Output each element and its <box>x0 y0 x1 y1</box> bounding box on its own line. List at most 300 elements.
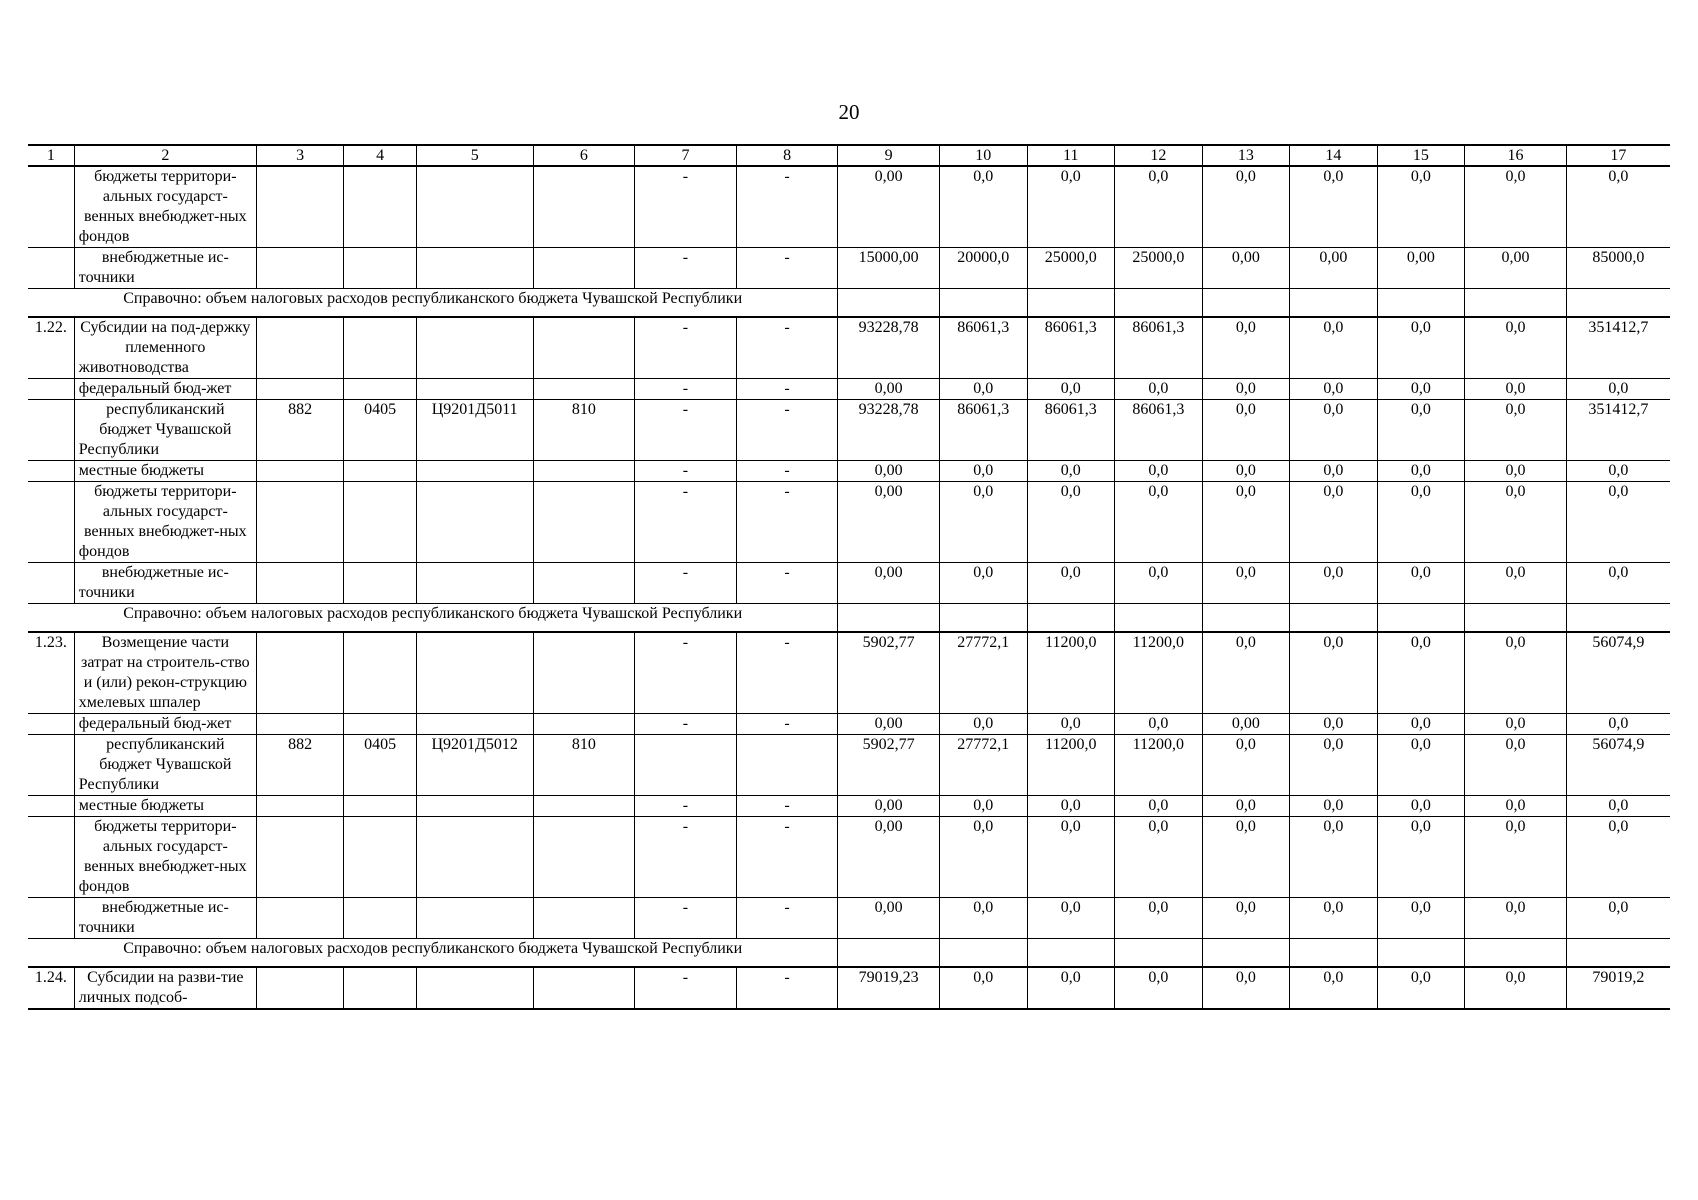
amount-col-10: 27772,1 <box>939 632 1027 714</box>
empty-cell <box>939 604 1027 633</box>
amount-col-17: 56074,9 <box>1566 632 1670 714</box>
amount-col-9: 0,00 <box>838 461 940 482</box>
item-name: местные бюджеты <box>74 461 256 482</box>
amount-col-13: 0,0 <box>1202 317 1290 379</box>
amount-col-17: 351412,7 <box>1566 400 1670 461</box>
col-8-value: - <box>736 967 838 1009</box>
header-cell-3: 3 <box>256 145 344 166</box>
section-code <box>344 461 416 482</box>
col-8-value <box>736 735 838 796</box>
amount-col-15: 0,0 <box>1377 461 1465 482</box>
amount-col-10: 0,0 <box>939 714 1027 735</box>
col-7-value: - <box>635 317 737 379</box>
col-8-value: - <box>736 817 838 898</box>
amount-col-9: 0,00 <box>838 898 940 939</box>
col-7-value: - <box>635 563 737 604</box>
col-8-value: - <box>736 796 838 817</box>
amount-col-13: 0,0 <box>1202 967 1290 1009</box>
target-code <box>416 461 533 482</box>
amount-col-14: 0,0 <box>1290 461 1378 482</box>
amount-col-15: 0,0 <box>1377 482 1465 563</box>
amount-col-13: 0,0 <box>1202 632 1290 714</box>
amount-col-13: 0,0 <box>1202 735 1290 796</box>
amount-col-13: 0,0 <box>1202 461 1290 482</box>
expense-type-code <box>533 967 635 1009</box>
amount-col-9: 0,00 <box>838 563 940 604</box>
amount-col-17: 0,0 <box>1566 379 1670 400</box>
amount-col-17: 351412,7 <box>1566 317 1670 379</box>
amount-col-14: 0,0 <box>1290 967 1378 1009</box>
amount-col-10: 0,0 <box>939 379 1027 400</box>
item-name: бюджеты территори-альных государст-венных внебюджет-ных фондов <box>74 817 256 898</box>
expense-type-code <box>533 796 635 817</box>
amount-col-12: 0,0 <box>1115 379 1203 400</box>
col-7-value: - <box>635 817 737 898</box>
amount-col-11: 86061,3 <box>1027 317 1115 379</box>
amount-col-11: 0,0 <box>1027 967 1115 1009</box>
expense-type-code <box>533 317 635 379</box>
empty-cell <box>1566 604 1670 633</box>
amount-col-11: 0,0 <box>1027 796 1115 817</box>
item-name: федеральный бюд-жет <box>74 379 256 400</box>
budget-table <box>28 144 1670 1010</box>
reference-note: Справочно: объем налоговых расходов республиканского бюджета Чувашской Республики <box>28 289 838 318</box>
amount-col-17: 79019,2 <box>1566 967 1670 1009</box>
col-8-value: - <box>736 714 838 735</box>
target-code <box>416 166 533 248</box>
empty-cell <box>1027 604 1115 633</box>
empty-cell <box>1377 289 1465 318</box>
amount-col-12: 0,0 <box>1115 796 1203 817</box>
amount-col-17: 0,0 <box>1566 563 1670 604</box>
empty-cell <box>1377 604 1465 633</box>
amount-col-10: 0,0 <box>939 898 1027 939</box>
empty-cell <box>1465 939 1567 968</box>
item-number <box>28 563 74 604</box>
empty-cell <box>838 939 940 968</box>
amount-col-12: 11200,0 <box>1115 735 1203 796</box>
table-row <box>28 379 1670 400</box>
table-row <box>28 563 1670 604</box>
header-cell-2: 2 <box>74 145 256 166</box>
empty-cell <box>1566 939 1670 968</box>
amount-col-14: 0,0 <box>1290 166 1378 248</box>
amount-col-17: 0,0 <box>1566 482 1670 563</box>
admin-code <box>256 317 344 379</box>
amount-col-10: 0,0 <box>939 817 1027 898</box>
col-7-value: - <box>635 482 737 563</box>
section-code <box>344 898 416 939</box>
amount-col-10: 0,0 <box>939 166 1027 248</box>
amount-col-16: 0,0 <box>1465 967 1567 1009</box>
expense-type-code <box>533 482 635 563</box>
amount-col-13: 0,0 <box>1202 166 1290 248</box>
amount-col-17: 85000,0 <box>1566 248 1670 289</box>
expense-type-code <box>533 248 635 289</box>
section-code <box>344 817 416 898</box>
amount-col-9: 93228,78 <box>838 317 940 379</box>
amount-col-12: 0,0 <box>1115 482 1203 563</box>
amount-col-14: 0,00 <box>1290 248 1378 289</box>
col-7-value: - <box>635 379 737 400</box>
table-row <box>28 400 1670 461</box>
amount-col-15: 0,0 <box>1377 898 1465 939</box>
empty-cell <box>1290 289 1378 318</box>
item-name: внебюджетные ис-точники <box>74 248 256 289</box>
col-8-value: - <box>736 248 838 289</box>
col-7-value: - <box>635 898 737 939</box>
amount-col-13: 0,0 <box>1202 563 1290 604</box>
amount-col-14: 0,0 <box>1290 317 1378 379</box>
item-number <box>28 166 74 248</box>
admin-code <box>256 632 344 714</box>
amount-col-9: 0,00 <box>838 166 940 248</box>
section-code <box>344 317 416 379</box>
expense-type-code <box>533 632 635 714</box>
empty-cell <box>939 939 1027 968</box>
amount-col-12: 11200,0 <box>1115 632 1203 714</box>
amount-col-10: 20000,0 <box>939 248 1027 289</box>
amount-col-16: 0,0 <box>1465 632 1567 714</box>
amount-col-16: 0,00 <box>1465 248 1567 289</box>
amount-col-10: 27772,1 <box>939 735 1027 796</box>
target-code <box>416 817 533 898</box>
amount-col-13: 0,0 <box>1202 400 1290 461</box>
reference-note-row <box>28 939 1670 968</box>
target-code <box>416 482 533 563</box>
amount-col-16: 0,0 <box>1465 461 1567 482</box>
section-code: 0405 <box>344 400 416 461</box>
table-row <box>28 898 1670 939</box>
amount-col-11: 0,0 <box>1027 898 1115 939</box>
header-cell-17: 17 <box>1566 145 1670 166</box>
amount-col-12: 0,0 <box>1115 166 1203 248</box>
amount-col-13: 0,0 <box>1202 796 1290 817</box>
amount-col-9: 79019,23 <box>838 967 940 1009</box>
reference-note-row <box>28 289 1670 318</box>
col-8-value: - <box>736 482 838 563</box>
admin-code <box>256 248 344 289</box>
admin-code <box>256 967 344 1009</box>
amount-col-17: 0,0 <box>1566 817 1670 898</box>
amount-col-15: 0,0 <box>1377 796 1465 817</box>
amount-col-9: 0,00 <box>838 796 940 817</box>
amount-col-15: 0,00 <box>1377 248 1465 289</box>
item-name: бюджеты территори-альных государст-венных внебюджет-ных фондов <box>74 166 256 248</box>
header-cell-14: 14 <box>1290 145 1378 166</box>
header-cell-15: 15 <box>1377 145 1465 166</box>
amount-col-11: 0,0 <box>1027 817 1115 898</box>
col-8-value: - <box>736 379 838 400</box>
empty-cell <box>1465 289 1567 318</box>
empty-cell <box>838 604 940 633</box>
header-cell-11: 11 <box>1027 145 1115 166</box>
item-name: Возмещение части затрат на строитель-ство и (или) рекон-струкцию хмелевых шпалер <box>74 632 256 714</box>
table-row <box>28 967 1670 1009</box>
amount-col-9: 15000,00 <box>838 248 940 289</box>
amount-col-14: 0,0 <box>1290 898 1378 939</box>
section-code <box>344 482 416 563</box>
expense-type-code <box>533 461 635 482</box>
item-name: внебюджетные ис-точники <box>74 563 256 604</box>
admin-code <box>256 166 344 248</box>
amount-col-13: 0,0 <box>1202 898 1290 939</box>
header-cell-5: 5 <box>416 145 533 166</box>
empty-cell <box>1202 289 1290 318</box>
item-name: Субсидии на под-держку племенного животноводства <box>74 317 256 379</box>
expense-type-code <box>533 379 635 400</box>
header-cell-9: 9 <box>838 145 940 166</box>
item-number <box>28 482 74 563</box>
item-number: 1.23. <box>28 632 74 714</box>
amount-col-9: 93228,78 <box>838 400 940 461</box>
table-row <box>28 482 1670 563</box>
amount-col-11: 0,0 <box>1027 461 1115 482</box>
amount-col-11: 0,0 <box>1027 482 1115 563</box>
amount-col-15: 0,0 <box>1377 563 1465 604</box>
amount-col-15: 0,0 <box>1377 632 1465 714</box>
empty-cell <box>1027 939 1115 968</box>
amount-col-14: 0,0 <box>1290 632 1378 714</box>
amount-col-12: 25000,0 <box>1115 248 1203 289</box>
amount-col-16: 0,0 <box>1465 400 1567 461</box>
amount-col-12: 86061,3 <box>1115 400 1203 461</box>
amount-col-11: 25000,0 <box>1027 248 1115 289</box>
col-7-value: - <box>635 166 737 248</box>
item-number <box>28 817 74 898</box>
section-code <box>344 967 416 1009</box>
col-7-value <box>635 735 737 796</box>
item-name: республиканский бюджет Чувашской Республики <box>74 400 256 461</box>
amount-col-12: 0,0 <box>1115 563 1203 604</box>
amount-col-14: 0,0 <box>1290 817 1378 898</box>
header-cell-6: 6 <box>533 145 635 166</box>
item-number: 1.24. <box>28 967 74 1009</box>
amount-col-10: 0,0 <box>939 461 1027 482</box>
admin-code <box>256 379 344 400</box>
admin-code <box>256 817 344 898</box>
item-number <box>28 400 74 461</box>
amount-col-15: 0,0 <box>1377 317 1465 379</box>
amount-col-16: 0,0 <box>1465 735 1567 796</box>
item-name: федеральный бюд-жет <box>74 714 256 735</box>
item-number <box>28 461 74 482</box>
empty-cell <box>1290 939 1378 968</box>
amount-col-16: 0,0 <box>1465 482 1567 563</box>
admin-code <box>256 461 344 482</box>
col-7-value: - <box>635 248 737 289</box>
empty-cell <box>1465 604 1567 633</box>
item-number <box>28 714 74 735</box>
amount-col-15: 0,0 <box>1377 166 1465 248</box>
section-code <box>344 248 416 289</box>
item-number <box>28 796 74 817</box>
amount-col-9: 5902,77 <box>838 735 940 796</box>
section-code <box>344 632 416 714</box>
amount-col-13: 0,0 <box>1202 817 1290 898</box>
amount-col-11: 11200,0 <box>1027 735 1115 796</box>
col-8-value: - <box>736 317 838 379</box>
amount-col-9: 0,00 <box>838 482 940 563</box>
amount-col-13: 0,00 <box>1202 248 1290 289</box>
expense-type-code: 810 <box>533 400 635 461</box>
amount-col-16: 0,0 <box>1465 796 1567 817</box>
amount-col-15: 0,0 <box>1377 400 1465 461</box>
amount-col-10: 0,0 <box>939 967 1027 1009</box>
table-row <box>28 632 1670 714</box>
target-code <box>416 248 533 289</box>
target-code <box>416 317 533 379</box>
amount-col-14: 0,0 <box>1290 482 1378 563</box>
table-row <box>28 735 1670 796</box>
reference-note-row <box>28 604 1670 633</box>
table-row <box>28 461 1670 482</box>
amount-col-11: 0,0 <box>1027 166 1115 248</box>
admin-code <box>256 563 344 604</box>
header-row <box>28 145 1670 166</box>
item-name: внебюджетные ис-точники <box>74 898 256 939</box>
amount-col-9: 0,00 <box>838 714 940 735</box>
empty-cell <box>1566 289 1670 318</box>
amount-col-17: 0,0 <box>1566 898 1670 939</box>
col-8-value: - <box>736 632 838 714</box>
amount-col-17: 0,0 <box>1566 461 1670 482</box>
amount-col-10: 0,0 <box>939 563 1027 604</box>
empty-cell <box>838 289 940 318</box>
admin-code <box>256 898 344 939</box>
col-7-value: - <box>635 400 737 461</box>
col-8-value: - <box>736 166 838 248</box>
amount-col-9: 5902,77 <box>838 632 940 714</box>
header-cell-12: 12 <box>1115 145 1203 166</box>
expense-type-code <box>533 898 635 939</box>
expense-type-code <box>533 817 635 898</box>
header-cell-4: 4 <box>344 145 416 166</box>
amount-col-11: 86061,3 <box>1027 400 1115 461</box>
table-row <box>28 166 1670 248</box>
reference-note: Справочно: объем налоговых расходов республиканского бюджета Чувашской Республики <box>28 604 838 633</box>
amount-col-14: 0,0 <box>1290 714 1378 735</box>
section-code <box>344 379 416 400</box>
admin-code: 882 <box>256 735 344 796</box>
col-7-value: - <box>635 461 737 482</box>
col-8-value: - <box>736 400 838 461</box>
item-number <box>28 898 74 939</box>
amount-col-15: 0,0 <box>1377 735 1465 796</box>
amount-col-13: 0,00 <box>1202 714 1290 735</box>
header-cell-8: 8 <box>736 145 838 166</box>
amount-col-17: 56074,9 <box>1566 735 1670 796</box>
amount-col-12: 0,0 <box>1115 967 1203 1009</box>
target-code: Ц9201Д5011 <box>416 400 533 461</box>
page-number: 20 <box>838 100 860 124</box>
item-name: бюджеты территори-альных государст-венных внебюджет-ных фондов <box>74 482 256 563</box>
amount-col-14: 0,0 <box>1290 400 1378 461</box>
amount-col-12: 0,0 <box>1115 461 1203 482</box>
target-code <box>416 714 533 735</box>
empty-cell <box>1115 289 1203 318</box>
section-code <box>344 563 416 604</box>
item-name: Субсидии на разви-тие личных подсоб- <box>74 967 256 1009</box>
amount-col-15: 0,0 <box>1377 714 1465 735</box>
admin-code <box>256 714 344 735</box>
amount-col-13: 0,0 <box>1202 379 1290 400</box>
col-8-value: - <box>736 898 838 939</box>
target-code <box>416 563 533 604</box>
amount-col-15: 0,0 <box>1377 379 1465 400</box>
empty-cell <box>1202 939 1290 968</box>
col-8-value: - <box>736 461 838 482</box>
section-code: 0405 <box>344 735 416 796</box>
table-row <box>28 317 1670 379</box>
amount-col-10: 86061,3 <box>939 317 1027 379</box>
amount-col-12: 0,0 <box>1115 714 1203 735</box>
expense-type-code <box>533 166 635 248</box>
expense-type-code: 810 <box>533 735 635 796</box>
empty-cell <box>1202 604 1290 633</box>
item-name: местные бюджеты <box>74 796 256 817</box>
amount-col-9: 0,00 <box>838 817 940 898</box>
target-code: Ц9201Д5012 <box>416 735 533 796</box>
expense-type-code <box>533 563 635 604</box>
amount-col-13: 0,0 <box>1202 482 1290 563</box>
empty-cell <box>1377 939 1465 968</box>
empty-cell <box>1290 604 1378 633</box>
section-code <box>344 796 416 817</box>
header-cell-7: 7 <box>635 145 737 166</box>
table-row <box>28 714 1670 735</box>
amount-col-15: 0,0 <box>1377 967 1465 1009</box>
target-code <box>416 379 533 400</box>
amount-col-10: 0,0 <box>939 482 1027 563</box>
target-code <box>416 898 533 939</box>
col-7-value: - <box>635 632 737 714</box>
amount-col-17: 0,0 <box>1566 166 1670 248</box>
amount-col-11: 0,0 <box>1027 714 1115 735</box>
table-row <box>28 817 1670 898</box>
amount-col-14: 0,0 <box>1290 563 1378 604</box>
amount-col-16: 0,0 <box>1465 166 1567 248</box>
header-cell-13: 13 <box>1202 145 1290 166</box>
amount-col-10: 0,0 <box>939 796 1027 817</box>
amount-col-10: 86061,3 <box>939 400 1027 461</box>
amount-col-17: 0,0 <box>1566 796 1670 817</box>
section-code <box>344 714 416 735</box>
amount-col-11: 11200,0 <box>1027 632 1115 714</box>
col-8-value: - <box>736 563 838 604</box>
empty-cell <box>939 289 1027 318</box>
item-name: республиканский бюджет Чувашской Республики <box>74 735 256 796</box>
target-code <box>416 796 533 817</box>
amount-col-14: 0,0 <box>1290 379 1378 400</box>
amount-col-12: 0,0 <box>1115 898 1203 939</box>
amount-col-16: 0,0 <box>1465 379 1567 400</box>
expense-type-code <box>533 714 635 735</box>
amount-col-14: 0,0 <box>1290 735 1378 796</box>
amount-col-17: 0,0 <box>1566 714 1670 735</box>
admin-code <box>256 482 344 563</box>
section-code <box>344 166 416 248</box>
admin-code: 882 <box>256 400 344 461</box>
col-7-value: - <box>635 714 737 735</box>
amount-col-14: 0,0 <box>1290 796 1378 817</box>
admin-code <box>256 796 344 817</box>
col-7-value: - <box>635 796 737 817</box>
empty-cell <box>1115 604 1203 633</box>
reference-note: Справочно: объем налоговых расходов республиканского бюджета Чувашской Республики <box>28 939 838 968</box>
header-cell-1: 1 <box>28 145 74 166</box>
amount-col-11: 0,0 <box>1027 563 1115 604</box>
